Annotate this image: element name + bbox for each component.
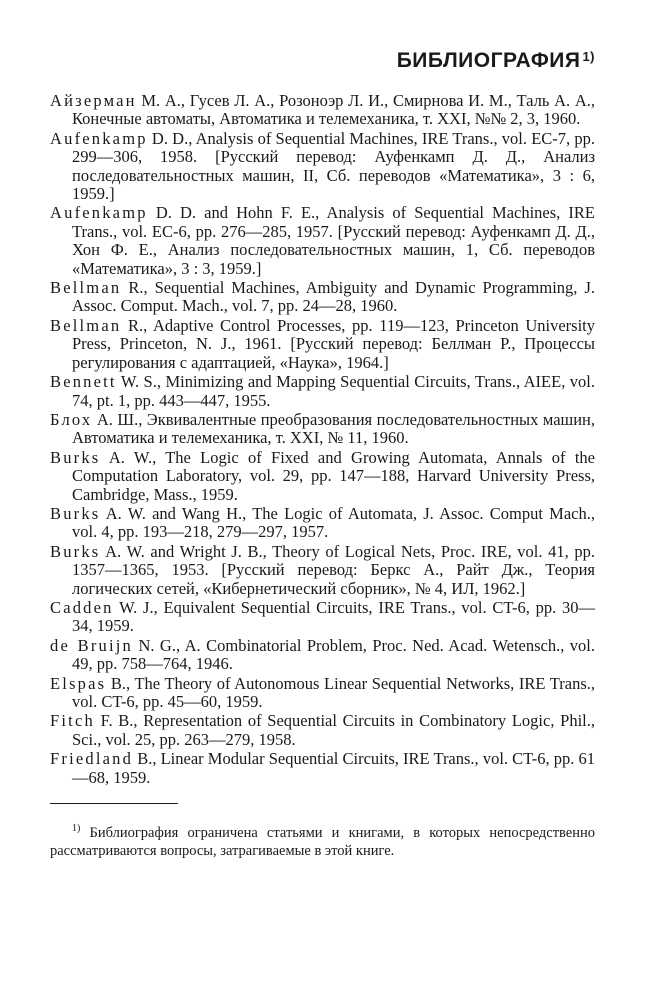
entry-text: A. W. and Wang H., The Logic of Automata, J. Assoc. Comput Mach., vol. 4, pp. 193—218, 279—297, 1957. [72, 503, 595, 542]
entry-author: Fitch [50, 711, 95, 731]
entry-author: Cadden [50, 597, 114, 617]
bibliography-entry [50, 204, 595, 278]
entry-author: Burks [50, 541, 101, 561]
entry-author: Elspas [50, 673, 107, 693]
entry-text: A. W., The Logic of Fixed and Growing Automata, Annals of the Computation Laboratory, vol. 29, pp. 147—188, Harvard University Press, Cambridge, Mass., 1959. [72, 447, 595, 504]
bibliography-entry [50, 317, 595, 372]
bibliography-entry [50, 92, 595, 129]
entry-text: B., Linear Modular Sequential Circuits, IRE Trans., vol. CT-6, pp. 61—68, 1959. [72, 749, 595, 787]
footnote-divider [50, 803, 178, 804]
bibliography-entry [50, 130, 595, 204]
entry-author: Блох [50, 409, 93, 429]
page-title [50, 44, 595, 70]
entry-text: W. S., Minimizing and Mapping Sequential Circuits, Trans., AIEE, vol. 74, pt. 1, pp. 443—447, 1955. [72, 372, 595, 410]
entry-text: R., Adaptive Control Processes, pp. 119—123, Princeton University Press, Princeton, N. J., 1961. [Русский перевод: Беллман Р., Процессы регулирования с адаптацией, «Наука», 1964.] [72, 315, 595, 372]
entry-author: Bellman [50, 315, 122, 335]
bibliography-entry [50, 279, 595, 316]
entry-text: N. G., A. Combinatorial Problem, Proc. Ned. Acad. Wetensch., vol. 49, pp. 758—764, 1946. [72, 635, 596, 674]
entry-author: Friedland [50, 749, 134, 769]
entry-author: de Bruijn [50, 635, 133, 655]
bibliography-entry [50, 637, 595, 674]
bibliography-entry [50, 675, 595, 712]
entry-text: B., The Theory of Autonomous Linear Sequential Networks, IRE Trans., vol. CT-6, pp. 45—60, 1959. [72, 673, 595, 711]
entry-text: D. D., Analysis of Sequential Machines, IRE Trans., vol. EC-7, pp. 299—306, 1958. [Русский перевод: Ауфенкамп Д. Д., Анализ последовательностных машин, II, Сб. переводов «Математика», 3 : 6, 1959.] [72, 128, 596, 204]
bibliography-list [50, 92, 595, 787]
footnote-text: Библиография ограничена статьями и книгами, в которых непосредственно рассматриваются вопросы, затрагиваемые в этой книге. [50, 824, 595, 860]
footnote-ref: 1) [582, 49, 595, 64]
bibliography-entry [50, 543, 595, 598]
page [50, 44, 595, 876]
bibliography-entry [50, 373, 595, 410]
page-title-text: БИБЛИОГРАФИЯ [396, 49, 581, 72]
entry-text: R., Sequential Machines, Ambiguity and Dynamic Programming, J. Assoc. Comput. Mach., vol. 7, pp. 24—28, 1960. [72, 278, 595, 316]
entry-author: Burks [50, 447, 101, 467]
entry-text: F. B., Representation of Sequential Circuits in Combinatory Logic, Phil., Sci., vol. 25, pp. 263—279, 1958. [72, 711, 595, 749]
entry-text: А. Ш., Эквивалентные преобразования последовательностных машин, Автоматика и телемеханика, т. XXI, № 11, 1960. [72, 409, 596, 448]
entry-author: Айзерман [50, 91, 137, 110]
bibliography-entry [50, 449, 595, 504]
entry-author: Aufenkamp [50, 203, 148, 223]
bibliography-entry [50, 411, 595, 448]
footnote [50, 819, 595, 862]
bibliography-entry [50, 505, 595, 542]
entry-author: Bennett [50, 372, 117, 392]
footnote-marker: 1) [72, 822, 81, 834]
bibliography-entry [50, 712, 595, 749]
entry-author: Bellman [50, 278, 122, 298]
entry-author: Burks [50, 503, 101, 523]
entry-author: Aufenkamp [50, 128, 148, 148]
entry-text: М. А., Гусев Л. А., Розоноэр Л. И., Смирнова И. М., Таль А. А., Конечные автоматы, Автоматика и телемеханика, т. XXI, №№ 2, 3, 1960. [72, 91, 596, 129]
entry-text: W. J., Equivalent Sequential Circuits, IRE Trans., vol. CT-6, pp. 30—34, 1959. [72, 597, 595, 636]
entry-text: D. D. and Hohn F. E., Analysis of Sequential Machines, IRE Trans., vol. EC-6, pp. 276—285, 1957. [Русский перевод: Ауфенкамп Д. Д., Хон Ф. Е., Анализ последовательностных машин, 1, Сб. переводов «Математика», 3 : 3, 1959.] [72, 203, 596, 278]
entry-text: A. W. and Wright J. B., Theory of Logical Nets, Proc. IRE, vol. 41, pp. 1357—1365, 1953. [Русский перевод: Беркс А., Райт Дж., Теория логических сетей, «Кибернетический сборник», № 4, ИЛ, 1962.] [72, 541, 595, 598]
bibliography-entry [50, 750, 595, 787]
bibliography-entry [50, 599, 595, 636]
